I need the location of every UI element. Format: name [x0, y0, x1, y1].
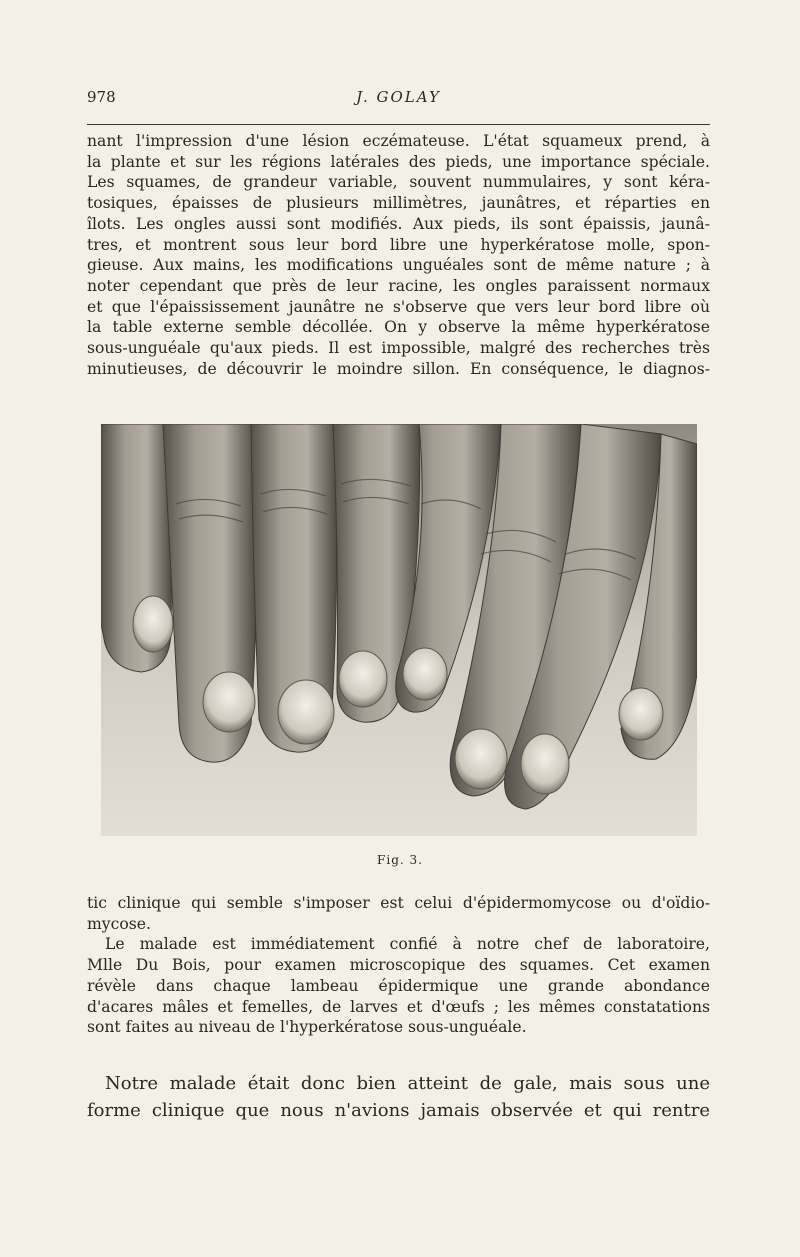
text-line: sous-unguéale qu'aux pieds. Il est impossible, malgré des recherches très	[87, 339, 710, 358]
text-line: nant l'impression d'une lésion eczémateuse. L'état squameux prend, à	[87, 132, 710, 150]
running-head	[87, 88, 710, 112]
header-rule	[87, 124, 710, 125]
text-line: Les squames, de grandeur variable, souvent nummulaires, y sont kéra-	[87, 173, 710, 192]
text-line: d'acares mâles et femelles, de larves et d'œufs ; les mêmes constatations	[87, 997, 710, 1016]
running-title: J. GOLAY	[356, 88, 441, 106]
text-line: îlots. Les ongles aussi sont modifiés. Aux pieds, ils sont épaissis, jaunâ-	[87, 214, 710, 233]
text-line: gieuse. Aux mains, les modifications unguéales sont de même nature ; à	[87, 256, 710, 275]
text-line: révèle dans chaque lambeau épidermique une grande abondance	[87, 976, 710, 995]
text-line: forme clinique que nous n'avions jamais observée et qui rentre	[87, 1100, 710, 1121]
text-line: mycose.	[87, 914, 151, 933]
text-line: la plante et sur les régions latérales des pieds, une importance spéciale.	[87, 152, 710, 171]
text-line: Notre malade était donc bien atteint de gale, mais sous une	[105, 1073, 710, 1094]
paragraph-1	[87, 131, 710, 379]
paragraph-3	[87, 1070, 710, 1124]
text-line: sont faites au niveau de l'hyperkératose sous-unguéale.	[87, 1018, 527, 1037]
figure-photograph-fingernails	[101, 424, 697, 836]
page-number: 978	[87, 88, 116, 106]
fingers-photo-illustration	[101, 424, 697, 836]
text-line: Mlle Du Bois, pour examen microscopique des squames. Cet examen	[87, 956, 710, 975]
text-line: tosiques, épaisses de plusieurs millimètres, jaunâtres, et réparties en	[87, 194, 710, 213]
text-line: tic clinique qui semble s'imposer est celui d'épidermomycose ou d'oïdio-	[87, 894, 710, 912]
text-line: Le malade est immédiatement confié à notre chef de laboratoire,	[105, 935, 710, 954]
text-line: et que l'épaississement jaunâtre ne s'observe que vers leur bord libre où	[87, 297, 710, 316]
text-line: minutieuses, de découvrir le moindre sillon. En conséquence, le diagnos-	[87, 359, 710, 378]
figure-caption: Fig. 3.	[377, 853, 423, 867]
text-line: la table externe semble décollée. On y observe la même hyperkératose	[87, 318, 710, 337]
text-line: noter cependant que près de leur racine, les ongles paraissent normaux	[87, 276, 710, 295]
paragraph-2	[87, 893, 710, 1038]
text-line: tres, et montrent sous leur bord libre une hyperkératose molle, spon-	[87, 235, 710, 254]
